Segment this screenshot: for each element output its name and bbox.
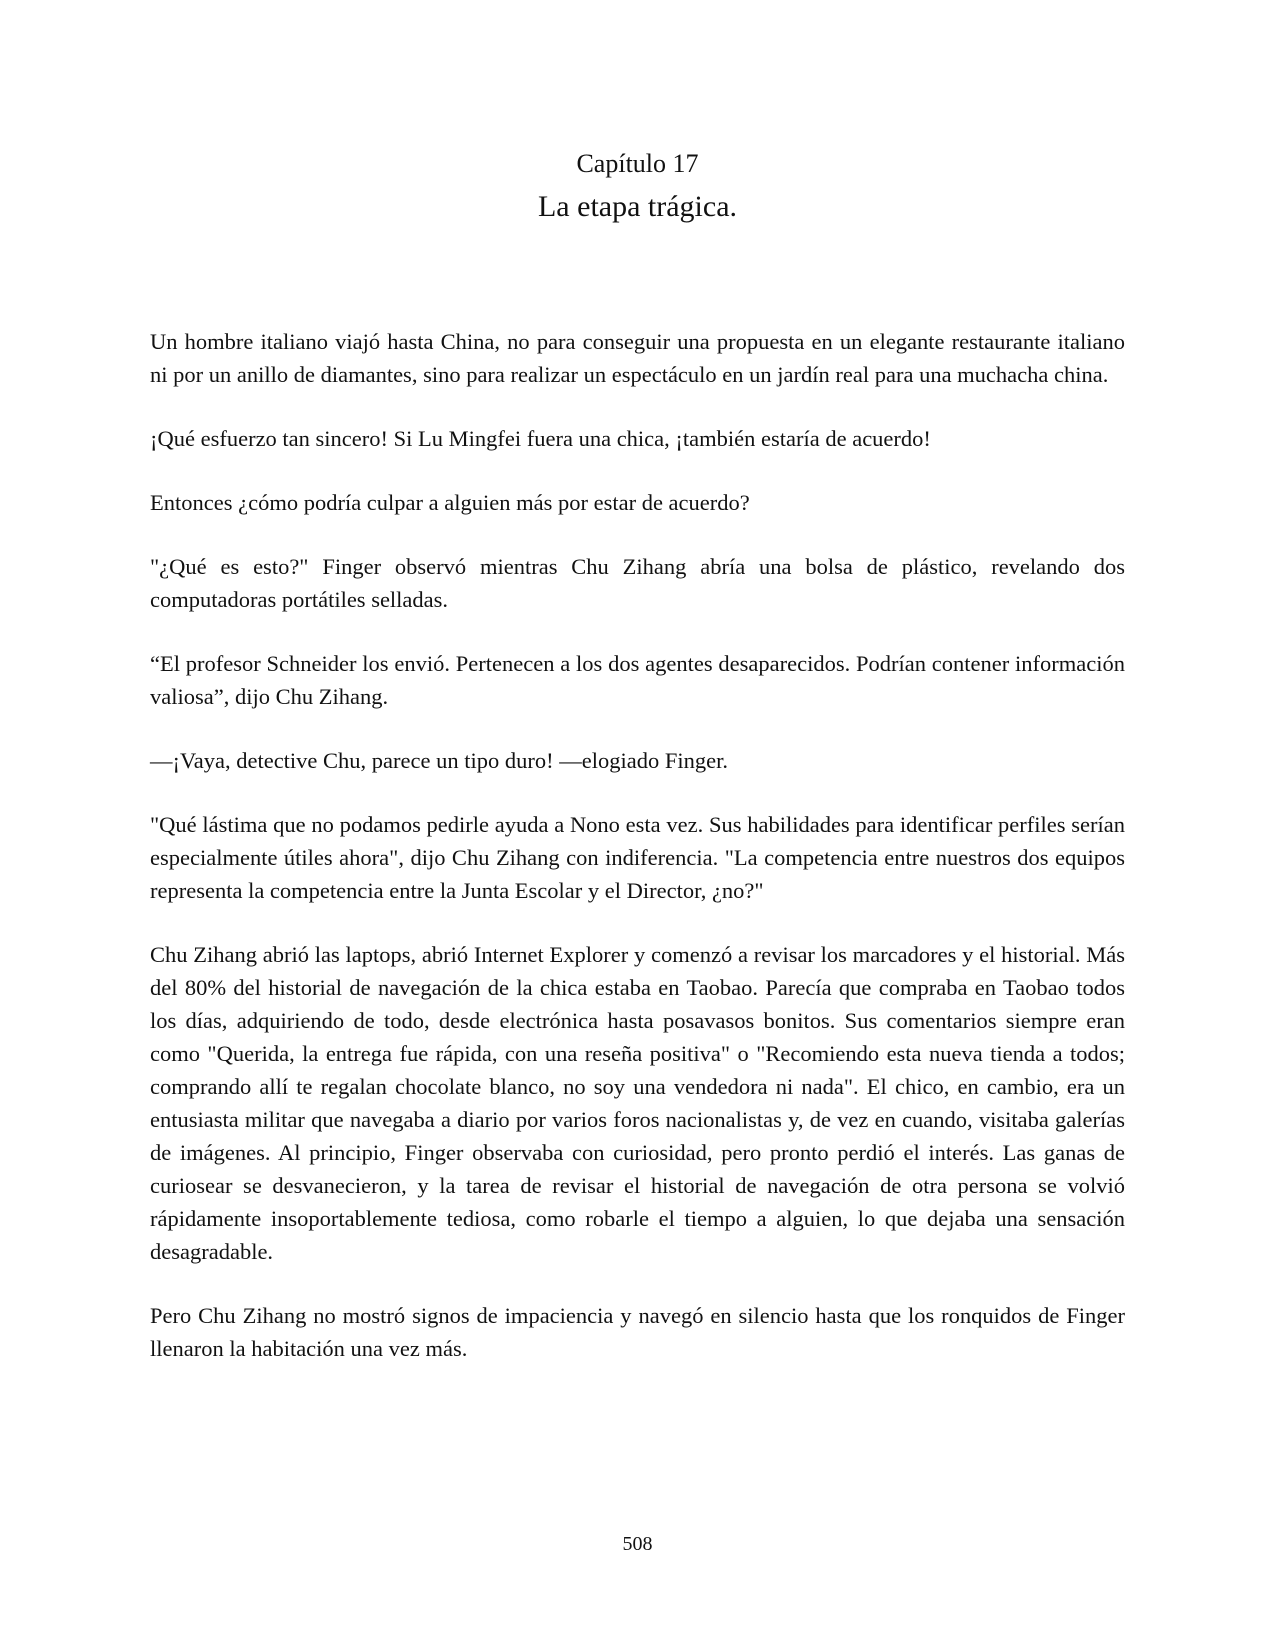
paragraph: Un hombre italiano viajó hasta China, no para conseguir una propuesta en un elegante restaurante italiano ni por un anillo de diamantes, sino para realizar un espectáculo en un jardín real para una muchacha china. (150, 329, 1125, 387)
paragraph: "¿Qué es esto?" Finger observó mientras Chu Zihang abría una bolsa de plástico, revelando dos computadoras portátiles selladas. (150, 554, 1125, 612)
paragraph: Pero Chu Zihang no mostró signos de impaciencia y navegó en silencio hasta que los ronquidos de Finger llenaron la habitación una vez más. (150, 1303, 1125, 1361)
paragraph: “El profesor Schneider los envió. Pertenecen a los dos agentes desaparecidos. Podrían contener información valiosa”, dijo Chu Zihang. (150, 651, 1125, 709)
paragraph: Entonces ¿cómo podría culpar a alguien más por estar de acuerdo? (150, 490, 750, 515)
chapter-number: Capítulo 17 (576, 149, 699, 178)
chapter-title: La etapa trágica. (537, 190, 738, 223)
page-number: 508 (622, 1533, 653, 1555)
body-text (150, 325, 1125, 1396)
paragraph: ¡Qué esfuerzo tan sincero! Si Lu Mingfei fuera una chica, ¡también estaría de acuerdo! (150, 426, 931, 451)
paragraph: —¡Vaya, detective Chu, parece un tipo duro! —elogiado Finger. (150, 748, 728, 773)
paragraph: "Qué lástima que no podamos pedirle ayuda a Nono esta vez. Sus habilidades para identificar perfiles serían especialmente útiles ahora", dijo Chu Zihang con indiferencia. "La competencia entre nuestros dos equipos representa la competencia entre la Junta Escolar y el Director, ¿no?" (150, 812, 1125, 903)
paragraph: Chu Zihang abrió las laptops, abrió Internet Explorer y comenzó a revisar los marcadores y el historial. Más del 80% del historial de navegación de la chica estaba en Taobao. Parecía que compraba en Taobao todos los días, adquiriendo de todo, desde electrónica hasta posavasos bonitos. Sus comentarios siempre eran como "Querida, la entrega fue rápida, con una reseña positiva" o "Recomiendo esta nueva tienda a todos; comprando allí te regalan chocolate blanco, no soy una vendedora ni nada". El chico, en cambio, era un entusiasta militar que navegaba a diario por varios foros nacionalistas y, de vez en cuando, visitaba galerías de imágenes. Al principio, Finger observaba con curiosidad, pero pronto perdió el interés. Las ganas de curiosear se desvanecieron, y la tarea de revisar el historial de navegación de otra persona se volvió rápidamente insoportablemente tediosa, como robarle el tiempo a alguien, lo que dejaba una sensación desagradable. (150, 942, 1125, 1264)
